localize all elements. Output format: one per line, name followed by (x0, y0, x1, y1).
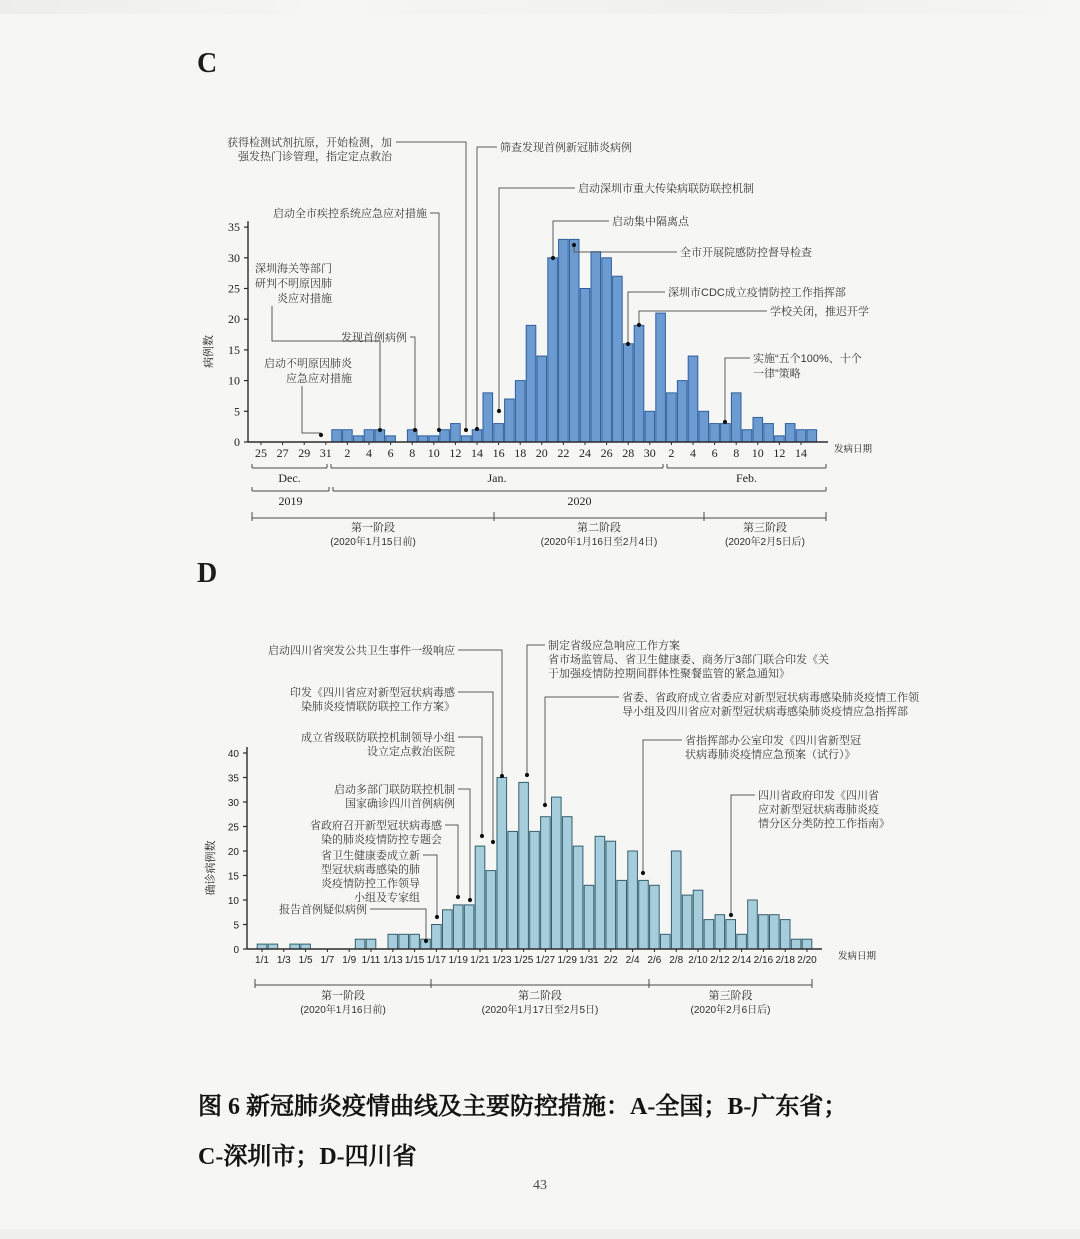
leader-line (423, 855, 437, 915)
annotation-text: 深圳市CDC成立疫情防控工作指挥部 (668, 287, 846, 299)
bar (770, 915, 780, 949)
annotation (723, 351, 862, 424)
annotation-text: 型冠状病毒感染的肺 (321, 864, 420, 876)
y-tick-label: 0 (233, 945, 239, 956)
annotation-text: 启动不明原因肺炎 (264, 358, 352, 370)
annotation-text: 强发热门诊管理，指定定点救治 (238, 151, 392, 163)
bar (410, 934, 420, 949)
annotation-text: 一律”策略 (753, 368, 801, 380)
bar (753, 417, 763, 442)
bar (759, 915, 769, 949)
x-tick-label: 2 (668, 446, 675, 460)
panel-label-d: D (197, 558, 218, 589)
annotation (637, 304, 869, 327)
bar (742, 430, 752, 442)
bar (451, 424, 461, 442)
data-point-dot (435, 915, 439, 919)
bar (704, 920, 714, 949)
x-axis-title: 发病日期 (838, 951, 877, 962)
x-tick-label: 27 (276, 446, 289, 460)
bar (606, 841, 616, 949)
y-tick-label: 25 (227, 822, 239, 834)
bar (483, 393, 493, 442)
x-tick-label: 1/11 (361, 955, 381, 966)
data-point-dot (626, 342, 630, 346)
bar (257, 944, 267, 949)
leader-line (396, 142, 466, 428)
data-point-dot (525, 773, 529, 777)
data-point-dot (424, 939, 428, 943)
y-tick-label: 0 (234, 435, 240, 449)
leader-line (477, 147, 497, 427)
month-label: Dec. (278, 471, 301, 485)
bar (796, 430, 806, 442)
bar (688, 356, 698, 442)
annotation-text: 情分区分类防控工作指南》 (758, 818, 890, 830)
bar (366, 939, 376, 949)
bar (710, 424, 720, 442)
x-tick-label: 1/7 (320, 955, 335, 966)
x-tick-label: 1/9 (342, 955, 357, 966)
x-tick-label: 4 (690, 446, 696, 460)
bar (429, 436, 439, 442)
x-tick-label: 6 (711, 446, 718, 460)
bar (748, 900, 758, 949)
x-tick-label: 1/23 (492, 955, 512, 966)
x-tick-label: 6 (387, 446, 394, 460)
bar (332, 430, 342, 442)
figure-caption (198, 1082, 898, 1182)
leader-line (731, 795, 755, 913)
annotation-text: 省卫生健康委成立新 (321, 850, 420, 862)
bar (721, 424, 731, 442)
bar (569, 239, 579, 442)
phase-label: 第三阶段 (708, 990, 753, 1002)
annotation-text: 学校关闭，推迟开学 (770, 306, 869, 318)
annotation-text: 省委、省政府成立省委应对新型冠状病毒感染肺炎疫情工作领 (622, 692, 919, 704)
annotation-text: 于加强疫情防控期间群体性聚餐监管的紧急通知》 (548, 668, 790, 680)
bar (505, 399, 515, 442)
bar (508, 831, 518, 949)
annotation-text: 炎疫情防控工作领导 (321, 878, 420, 890)
bar (494, 424, 504, 442)
leader-line (527, 645, 545, 773)
y-tick-label: 30 (228, 250, 240, 265)
annotation-text: 印发《四川省应对新型冠状病毒感 (290, 687, 455, 699)
x-tick-label: 20 (535, 446, 548, 460)
x-tick-label: 25 (255, 446, 267, 460)
x-tick-label: 1/5 (298, 955, 313, 966)
bar (677, 381, 687, 442)
x-tick-label: 10 (751, 446, 764, 460)
annotation-text: 染的肺炎疫情防控专题会 (321, 834, 442, 846)
x-axis-title: 发病日期 (834, 444, 873, 455)
data-point-dot (491, 840, 495, 844)
bar (580, 289, 590, 443)
annotation-text: 启动集中隔离点 (612, 216, 689, 228)
y-axis-title: 确诊病例数 (205, 840, 217, 896)
bar (519, 782, 529, 949)
bar (386, 436, 396, 442)
leader-line (574, 243, 677, 252)
x-tick-label: 1/21 (470, 955, 490, 966)
x-tick-label: 2/10 (688, 955, 708, 966)
bar (475, 846, 485, 949)
annotation (273, 206, 441, 432)
annotation-text: 实施“五个100%、十个 (753, 353, 862, 365)
bar (613, 276, 623, 442)
annotation-text: 省政府召开新型冠状病毒感 (310, 820, 442, 832)
y-tick-label: 5 (234, 404, 240, 419)
bar (268, 944, 278, 949)
leader-line (302, 386, 321, 433)
data-point-dot (500, 774, 504, 778)
x-tick-label: 1/29 (557, 955, 577, 966)
annotation-text: 四川省政府印发《四川省 (758, 790, 879, 802)
month-label: Jan. (487, 471, 507, 485)
phase-sublabel: (2020年1月17日至2月5日) (481, 1005, 599, 1016)
x-tick-label: 2/8 (669, 955, 684, 966)
bar (699, 411, 709, 442)
data-point-dot (723, 420, 727, 424)
annotation (729, 788, 890, 917)
y-tick-label: 30 (227, 798, 239, 809)
bar (775, 436, 785, 442)
y-tick-label: 5 (233, 920, 239, 932)
data-point-dot (456, 895, 460, 899)
bar (623, 344, 633, 442)
annotation-text: 设立定点救治医院 (367, 746, 455, 758)
bar (584, 885, 594, 949)
chart-C-content (201, 135, 873, 548)
x-tick-label: 1/17 (426, 955, 447, 966)
chart-sichuan-epidemic-curve (140, 628, 950, 1023)
bar (628, 851, 638, 949)
bar (764, 424, 774, 442)
leader-line (430, 213, 439, 428)
chart-shenzhen-epidemic-curve (140, 128, 950, 558)
bar (595, 836, 605, 949)
chart-D-content (203, 638, 920, 1016)
x-tick-label: 8 (733, 446, 740, 460)
annotation-text: 导小组及四川省应对新型冠状病毒感染肺炎疫情应急指挥部 (622, 706, 908, 718)
y-tick-label: 20 (227, 847, 239, 858)
data-point-dot (637, 323, 641, 327)
bar (715, 915, 725, 949)
phase-sublabel: (2020年1月16日前) (300, 1005, 386, 1016)
x-tick-label: 12 (773, 446, 786, 460)
bar (464, 905, 474, 949)
phase-sublabel: (2020年1月16日至2月4日) (540, 537, 658, 548)
y-axis-title: 病例数 (203, 335, 215, 369)
phase-sublabel: (2020年2月5日后) (724, 537, 806, 548)
annotation-text: 启动多部门联防联控机制 (334, 784, 455, 796)
y-tick-label: 15 (227, 871, 239, 883)
annotation-text: 获得检测试剂抗原，开始检测，加 (227, 137, 392, 149)
bar (453, 905, 463, 949)
x-tick-label: 16 (492, 446, 505, 460)
bar (537, 356, 547, 442)
bar (639, 880, 649, 949)
data-point-dot (641, 871, 645, 875)
bar (515, 381, 525, 442)
x-tick-label: 14 (471, 446, 483, 460)
phase-label: 第二阶段 (518, 990, 562, 1002)
x-tick-label: 24 (579, 446, 591, 460)
x-tick-label: 2 (344, 446, 351, 460)
x-tick-label: 1/1 (255, 955, 269, 966)
bar (656, 313, 666, 442)
leader-line (545, 697, 619, 803)
bar (785, 424, 795, 442)
y-tick-label: 10 (228, 373, 240, 388)
bar (418, 436, 428, 442)
annotation-text: 全市开展院感防控督导检查 (680, 247, 812, 259)
year-label: 2019 (278, 494, 303, 508)
annotation (572, 243, 812, 259)
bar (737, 934, 747, 949)
annotation-text: 省市场监管局、省卫生健康委、商务厅3部门联合印发《关 (548, 654, 830, 666)
bar (726, 920, 736, 949)
data-point-dot (437, 428, 441, 432)
bar (552, 797, 562, 949)
bar (693, 890, 703, 949)
annotation-text: 国家确诊四川首例病例 (345, 798, 455, 810)
bar (791, 939, 801, 949)
leader-line (410, 337, 415, 428)
bar (650, 885, 660, 949)
bar (290, 944, 300, 949)
x-tick-label: 2/18 (775, 955, 795, 966)
data-point-dot (319, 433, 323, 437)
bar (682, 895, 692, 949)
x-tick-label: 2/20 (797, 955, 817, 966)
figure-caption-line2: C-深圳市；D-四川省 (198, 1144, 417, 1170)
x-tick-label: 8 (409, 446, 416, 460)
bar (591, 252, 601, 442)
month-label: Feb. (736, 471, 757, 485)
x-tick-label: 30 (643, 446, 656, 460)
x-tick-label: 1/19 (448, 955, 468, 966)
data-point-dot (480, 834, 484, 838)
phase-label: 第二阶段 (577, 522, 621, 534)
phase-sublabel: (2020年2月6日后) (690, 1005, 771, 1016)
leader-line (458, 789, 470, 898)
annotation-text: 省指挥部办公室印发《四川省新型冠 (685, 735, 861, 747)
bar (573, 846, 583, 949)
annotation-text: 成立省级联防联控机制领导小组 (301, 732, 455, 744)
x-tick-label: 1/27 (535, 955, 556, 966)
data-point-dot (475, 427, 479, 431)
panel-label-c: C (197, 48, 218, 79)
annotation-text: 启动全市疾控系统应急应对措施 (273, 208, 427, 220)
bar (602, 258, 612, 442)
bar (399, 934, 409, 949)
phase-label: 第一阶段 (351, 522, 395, 534)
bar (667, 393, 677, 442)
data-point-dot (543, 803, 547, 807)
bar (541, 817, 551, 949)
data-point-dot (729, 913, 733, 917)
annotation-text: 应急应对措施 (286, 373, 352, 385)
annotation-text: 深圳海关等部门 (255, 263, 332, 275)
annotation-text: 染肺炎疫情联防联控工作方案》 (301, 701, 455, 713)
data-point-dot (572, 243, 576, 247)
x-tick-label: 31 (319, 446, 332, 460)
y-tick-label: 15 (228, 342, 240, 357)
data-point-dot (497, 409, 501, 413)
x-tick-label: 14 (795, 446, 807, 460)
bar (388, 934, 398, 949)
bar (559, 239, 569, 442)
annotation-text: 小组及专家组 (354, 892, 420, 904)
bar (530, 831, 540, 949)
annotation-text: 状病毒肺炎疫情应急预案（试行）》 (685, 749, 856, 761)
x-tick-label: 2/16 (753, 955, 774, 966)
bar (301, 944, 311, 949)
bar (671, 851, 681, 949)
x-tick-label: 1/15 (404, 955, 425, 966)
bar (472, 430, 482, 442)
y-tick-label: 35 (228, 220, 240, 235)
y-tick-label: 25 (228, 281, 240, 296)
x-tick-label: 2/2 (603, 955, 618, 966)
x-tick-label: 12 (449, 446, 462, 460)
bar (526, 325, 536, 442)
phase-label: 第三阶段 (743, 522, 787, 534)
data-point-dot (413, 428, 417, 432)
bar (364, 430, 374, 442)
y-tick-label: 20 (228, 312, 240, 327)
x-tick-label: 29 (298, 446, 311, 460)
bar (497, 778, 507, 950)
x-tick-label: 2/6 (647, 955, 662, 966)
x-tick-label: 1/25 (513, 955, 534, 966)
annotation-text: 应对新型冠状病毒肺炎疫 (758, 804, 879, 816)
x-tick-label: 2/4 (625, 955, 640, 966)
data-point-dot (378, 428, 382, 432)
data-point-dot (468, 898, 472, 902)
leader-line (458, 650, 502, 774)
leader-line (445, 825, 458, 895)
bar (807, 430, 817, 442)
x-tick-label: 2/14 (731, 955, 752, 966)
leader-line (458, 692, 493, 840)
annotation-text: 启动四川省突发公共卫生事件一级响应 (268, 645, 455, 657)
annotation-text: 筛查发现首例新冠肺炎病例 (500, 142, 632, 154)
y-tick-label: 40 (227, 749, 239, 760)
x-tick-label: 1/3 (276, 955, 291, 966)
bar (432, 925, 442, 950)
bar (440, 430, 450, 442)
phase-label: 第一阶段 (321, 990, 365, 1002)
bar (645, 411, 655, 442)
bar (548, 258, 558, 442)
data-point-dot (464, 428, 468, 432)
bar (634, 325, 644, 442)
y-tick-label: 10 (227, 896, 239, 907)
x-tick-label: 26 (600, 446, 613, 460)
bar (443, 910, 453, 949)
bar (486, 871, 496, 949)
bar (802, 939, 812, 949)
x-tick-label: 28 (622, 446, 635, 460)
annotation-text: 炎应对措施 (277, 293, 332, 305)
x-tick-label: 18 (514, 446, 527, 460)
x-tick-label: 22 (557, 446, 570, 460)
x-tick-label: 1/31 (579, 955, 599, 966)
bar (461, 436, 471, 442)
bar (661, 934, 671, 949)
x-tick-label: 4 (366, 446, 372, 460)
year-label: 2020 (567, 494, 592, 508)
annotation-text: 发现首例病例 (341, 332, 407, 344)
annotation (255, 261, 382, 432)
bar (562, 817, 572, 949)
bar (355, 939, 365, 949)
annotation (264, 356, 353, 437)
page-number: 43 (533, 1178, 547, 1193)
bar (617, 880, 627, 949)
x-tick-label: 2/12 (710, 955, 730, 966)
phase-sublabel: (2020年1月15日前) (330, 537, 416, 548)
figure-caption-line1: 图 6 新冠肺炎疫情曲线及主要防控措施：A-全国；B-广东省； (198, 1094, 848, 1120)
x-tick-label: 1/13 (383, 955, 403, 966)
x-tick-label: 10 (427, 446, 440, 460)
bar (343, 430, 353, 442)
annotation-text: 研判不明原因肺 (255, 278, 332, 290)
annotation (341, 330, 417, 432)
y-tick-label: 35 (227, 773, 239, 785)
annotation-text: 启动深圳市重大传染病联防联控机制 (578, 183, 754, 195)
annotation-text: 报告首例疑似病例 (279, 904, 367, 916)
bar (780, 920, 790, 949)
bar (353, 436, 363, 442)
data-point-dot (551, 256, 555, 260)
annotation-text: 制定省级应急响应工作方案 (548, 640, 680, 652)
bar (731, 393, 741, 442)
